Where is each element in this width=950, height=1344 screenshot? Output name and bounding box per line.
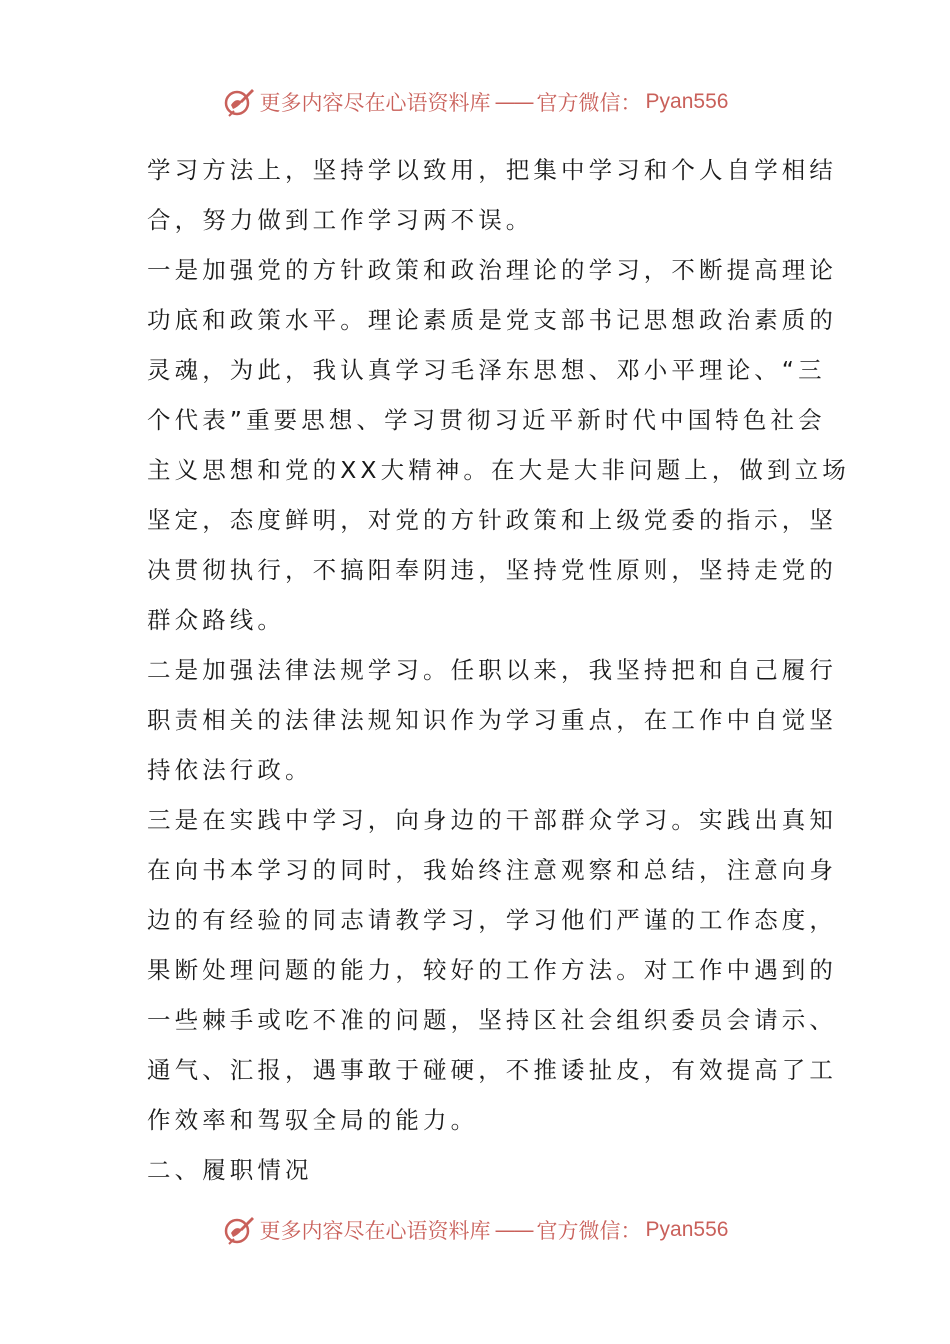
footer-watermark <box>0 1210 950 1250</box>
watermark-dash: —— <box>494 90 533 114</box>
pen-seal-logo-icon <box>222 1213 256 1247</box>
text-line: 群众路线。 <box>147 606 285 634</box>
header-watermark <box>0 82 950 122</box>
text-line: 边的有经验的同志请教学习，学习他们严谨的工作态度， <box>147 906 837 934</box>
watermark-inner <box>222 1213 729 1247</box>
text-line: 作效率和驾驭全局的能力。 <box>147 1106 479 1134</box>
text-line: 通气、汇报，遇事敢于碰硬，不推诿扯皮，有效提高了工 <box>147 1056 837 1084</box>
pen-seal-logo-icon <box>222 85 256 119</box>
watermark-inner <box>222 85 729 119</box>
text-line: 职责相关的法律法规知识作为学习重点，在工作中自觉坚 <box>147 706 837 734</box>
watermark-account: Pyan556 <box>645 90 729 113</box>
document-body <box>147 145 850 1195</box>
watermark-dash: —— <box>494 1218 533 1242</box>
text-line: 持依法行政。 <box>147 756 313 784</box>
text-line: 一是加强党的方针政策和政治理论的学习，不断提高理论 <box>147 256 837 284</box>
text-line: 坚定，态度鲜明，对党的方针政策和上级党委的指示，坚 <box>147 506 837 534</box>
text-line: 学习方法上，坚持学以致用，把集中学习和个人自学相结 <box>147 156 837 184</box>
watermark-label: 官方微信： <box>536 91 642 115</box>
text-line: 在向书本学习的同时，我始终注意观察和总结，注意向身 <box>147 856 837 884</box>
text-line: 主义思想和党的XX大精神。在大是大非问题上，做到立场 <box>147 456 850 484</box>
text-line: 功底和政策水平。理论素质是党支部书记思想政治素质的 <box>147 306 837 334</box>
watermark-site-text: 更多内容尽在心语资料库 <box>259 91 491 115</box>
text-line: 决贯彻执行，不搞阳奉阴违，坚持党性原则，坚持走党的 <box>147 556 837 584</box>
text-line: 二是加强法律法规学习。任职以来，我坚持把和自己履行 <box>147 656 837 684</box>
text-line: 个代表”重要思想、学习贯彻习近平新时代中国特色社会 <box>147 406 826 434</box>
text-line: 一些棘手或吃不准的问题，坚持区社会组织委员会请示、 <box>147 1006 837 1034</box>
section-heading: 二、履职情况 <box>147 1156 313 1184</box>
text-line: 合，努力做到工作学习两不误。 <box>147 206 534 234</box>
watermark-account: Pyan556 <box>645 1218 729 1241</box>
watermark-label: 官方微信： <box>536 1219 642 1243</box>
text-line: 灵魂，为此，我认真学习毛泽东思想、邓小平理论、“三 <box>147 356 826 384</box>
text-line: 果断处理问题的能力，较好的工作方法。对工作中遇到的 <box>147 956 837 984</box>
text-line: 三是在实践中学习，向身边的干部群众学习。实践出真知 <box>147 806 837 834</box>
watermark-site-text: 更多内容尽在心语资料库 <box>259 1219 491 1243</box>
